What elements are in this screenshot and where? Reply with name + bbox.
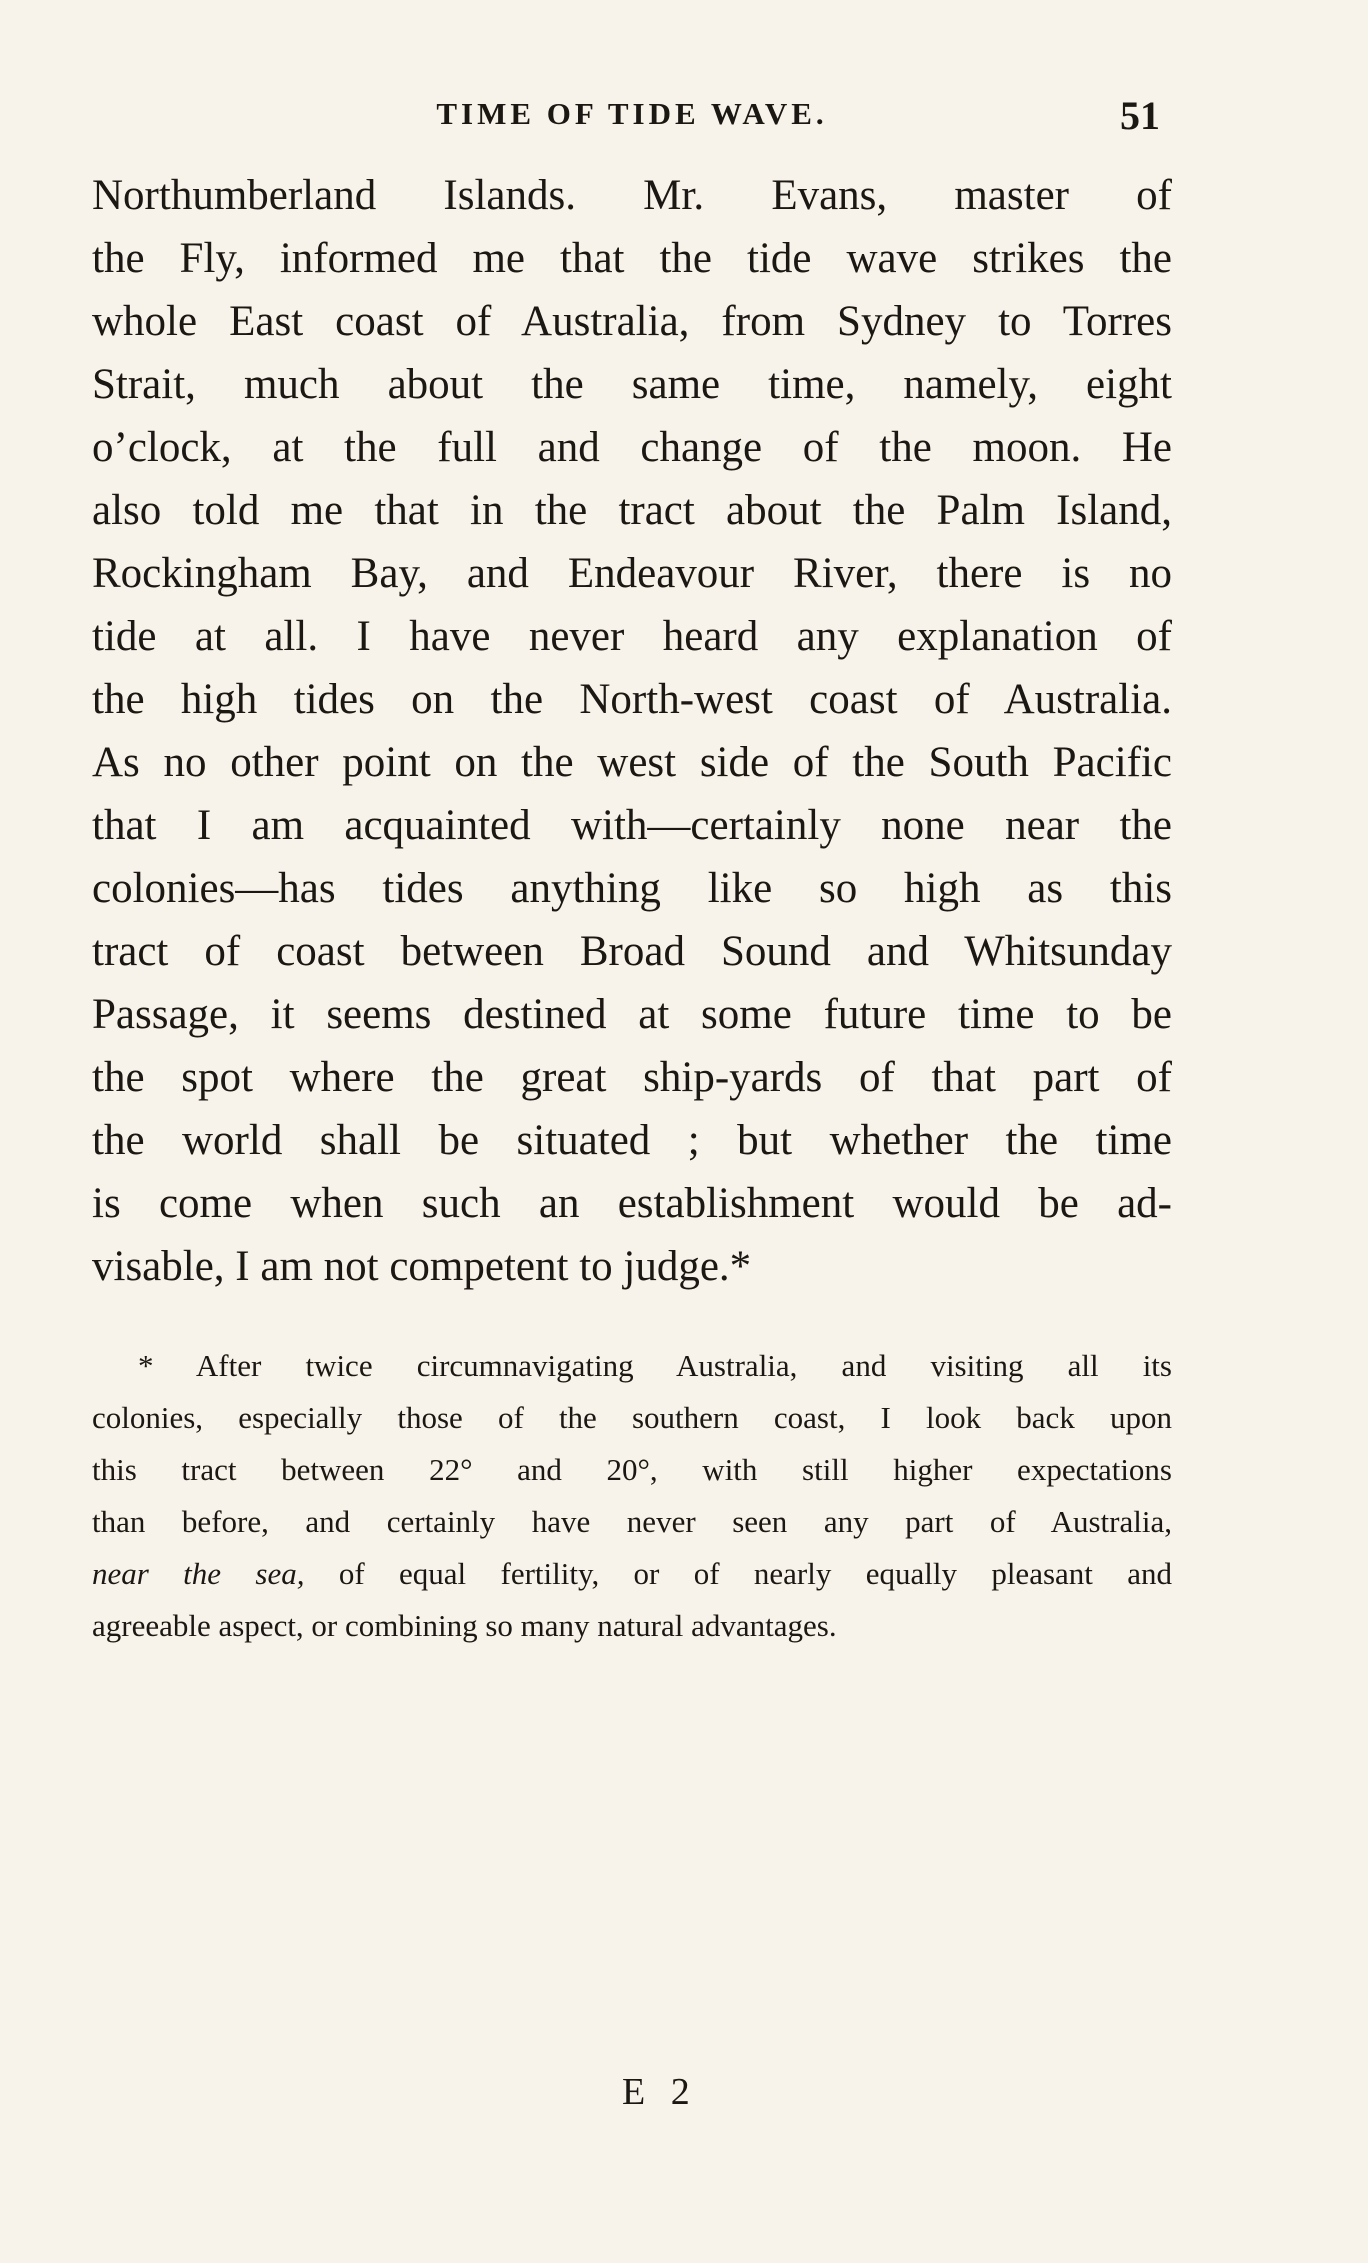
footnote [92, 1340, 1172, 1652]
text-line-5: o’clock, at the full and change of the moon. He [92, 424, 1172, 471]
footnote-line-5-text: of equal fertility, or of nearly equally pleasant and [338, 1556, 1172, 1591]
text-line-13: tract of coast between Broad Sound and Whitsunday [92, 928, 1172, 975]
text-line-3: whole East coast of Australia, from Sydney to Torres [92, 298, 1172, 345]
footnote-line-6: agreeable aspect, or combining so many natural advantages. [92, 1608, 837, 1643]
text-line-7: Rockingham Bay, and Endeavour River, there is no [92, 550, 1172, 597]
text-line-16: the world shall be situated ; but whether the time [92, 1117, 1172, 1164]
text-line-10: As no other point on the west side of the South Pacific [92, 739, 1172, 786]
text-line-18: visable, I am not competent to judge.* [92, 1243, 752, 1290]
text-line-11: that I am acquainted with—certainly none near the [92, 802, 1172, 849]
footnote-line-2: colonies, especially those of the southern coast, I look back upon [92, 1400, 1172, 1435]
footnote-italic-phrase: near the sea, [92, 1556, 305, 1591]
text-line-12: colonies—has tides anything like so high as this [92, 865, 1172, 912]
running-head [92, 92, 1172, 136]
text-line-14: Passage, it seems destined at some future time to be [92, 991, 1172, 1038]
footnote-line-5 [92, 1548, 1172, 1600]
text-line-1: Northumberland Islands. Mr. Evans, master of [92, 172, 1172, 219]
text-line-8: tide at all. I have never heard any explanation of [92, 613, 1172, 660]
signature-mark: E 2 [622, 2071, 698, 2113]
text-line-6: also told me that in the tract about the Palm Island, [92, 487, 1172, 534]
text-line-15: the spot where the great ship-yards of that part of [92, 1054, 1172, 1101]
footnote-line-4: than before, and certainly have never seen any part of Australia, [92, 1504, 1172, 1539]
running-title: TIME OF TIDE WAVE. [436, 96, 828, 131]
text-line-2: the Fly, informed me that the tide wave strikes the [92, 235, 1172, 282]
page-number: 51 [1120, 93, 1160, 138]
text-line-9: the high tides on the North-west coast of Australia. [92, 676, 1172, 723]
text-line-4: Strait, much about the same time, namely, eight [92, 361, 1172, 408]
footnote-line-3: this tract between 22° and 20°, with still higher expectations [92, 1452, 1172, 1487]
text-line-17: is come when such an establishment would be ad- [92, 1180, 1172, 1227]
footnote-line-1: * After twice circumnavigating Australia, and visiting all its [138, 1348, 1172, 1383]
main-text [92, 164, 1172, 1298]
